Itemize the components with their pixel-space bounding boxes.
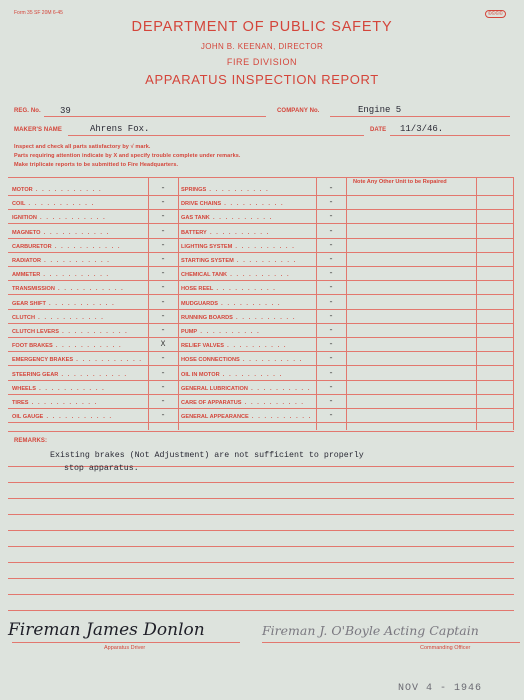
leader-dots: . . . . . . . . . . [219, 371, 283, 378]
left-item-mark: - [160, 198, 166, 208]
item-name: BATTERY [181, 229, 207, 236]
left-item-mark: - [160, 283, 166, 293]
right-item-mark: - [328, 255, 334, 264]
left-item-mark: - [160, 368, 166, 378]
right-item-label [181, 258, 313, 264]
right-item-label [181, 244, 313, 250]
instruction-line-3: Make triplicate reports to be submitted to Fire Headquarters. [14, 162, 179, 168]
left-item-label [12, 187, 146, 193]
right-item-label [181, 286, 313, 292]
left-item-mark: - [160, 382, 166, 392]
left-item-label [12, 201, 146, 207]
leader-dots: . . . . . . . . . . . [25, 201, 95, 208]
grid-row-line [8, 337, 514, 338]
officer-signature: Fireman J. O'Boyle Acting Captain [262, 623, 479, 638]
right-item-label [181, 215, 313, 221]
item-name: TRANSMISSION [12, 286, 55, 293]
grid-row-line [8, 223, 514, 224]
item-name: CHEMICAL TANK [181, 272, 228, 279]
department-title: DEPARTMENT OF PUBLIC SAFETY [131, 19, 393, 35]
item-name: HOSE REEL [181, 286, 214, 293]
leader-dots: . . . . . . . . . . . [28, 400, 98, 406]
item-name: GEAR SHIFT [12, 300, 46, 307]
leader-dots: . . . . . . . . . . [213, 286, 277, 293]
left-item-label [12, 230, 146, 236]
driver-signature-line [12, 642, 240, 643]
grid-row-line [8, 394, 514, 395]
item-name: MOTOR [12, 187, 33, 193]
leader-dots: . . . . . . . . . . [232, 243, 296, 250]
right-item-mark: - [328, 240, 334, 250]
reg-value: 39 [60, 106, 71, 116]
instruction-line-1: Inspect and check all parts satisfactory by √ mark. [14, 144, 151, 150]
item-name: WHEELS [12, 385, 36, 392]
left-item-label [12, 400, 146, 406]
leader-dots: . . . . . . . . . . . [58, 329, 129, 335]
leader-dots: . . . . . . . . . . [209, 215, 273, 222]
item-name: STEERING GEAR [12, 371, 59, 378]
left-item-label [12, 386, 146, 392]
left-item-label [12, 329, 146, 335]
left-item-mark: X [160, 340, 166, 350]
division-line: FIRE DIVISION [226, 57, 298, 67]
left-item-label [12, 215, 146, 221]
leader-dots: . . . . . . . . . . . [45, 300, 116, 307]
date-label: DATE [370, 127, 387, 133]
grid-row-line [8, 408, 514, 409]
leader-dots: . . . . . . . . . . . [51, 243, 122, 250]
item-name: RELIEF VALVES [181, 343, 224, 350]
right-item-label [181, 301, 313, 307]
item-name: RUNNING BOARDS [181, 314, 233, 321]
left-item-label [12, 272, 146, 278]
company-label: COMPANY No. [277, 108, 320, 114]
maker-label: MAKER'S NAME [14, 127, 62, 133]
remarks-text-line-2: stop apparatus. [64, 464, 139, 473]
right-item-mark: - [328, 326, 334, 335]
left-item-mark: - [160, 269, 166, 279]
right-item-mark: - [328, 212, 334, 222]
received-date-stamp: NOV 4 - 1946 [398, 683, 483, 694]
leader-dots: . . . . . . . . . . [233, 258, 297, 264]
item-name: RADIATOR [12, 258, 42, 264]
leader-dots: . . . . . . . . . . [221, 201, 285, 208]
leader-dots: . . . . . . . . . . [224, 343, 288, 350]
right-item-mark: - [328, 283, 334, 293]
left-item-label [12, 414, 146, 420]
leader-dots: . . . . . . . . . . . [35, 385, 106, 392]
leader-dots: . . . . . . . . . . . [32, 187, 103, 193]
right-item-mark: - [328, 269, 334, 279]
grid-row-line [8, 380, 514, 381]
right-item-mark: - [328, 340, 334, 350]
left-item-label [12, 244, 146, 250]
grid-row-line [8, 238, 514, 239]
item-name: EMERGENCY BRAKES [12, 357, 74, 364]
item-name: TIRES [12, 400, 29, 406]
grid-row-line [8, 280, 514, 281]
right-item-label [181, 372, 313, 378]
checklist-grid [8, 177, 514, 430]
left-item-label [12, 286, 146, 292]
left-item-mark: - [160, 354, 166, 364]
leader-dots: . . . . . . . . . . [227, 272, 291, 279]
leader-dots: . . . . . . . . . . . [41, 258, 111, 264]
item-name: OIL GAUGE [12, 414, 44, 421]
right-item-label [181, 357, 313, 363]
right-item-mark: - [328, 397, 334, 406]
remarks-line [8, 482, 514, 483]
item-name: CARE OF APPARATUS [181, 400, 242, 406]
grid-row-line [8, 365, 514, 366]
company-underline [330, 116, 510, 117]
grid-row-line [8, 195, 514, 196]
item-name: FOOT BRAKES [12, 343, 53, 350]
director-line: JOHN B. KEENAN, DIRECTOR [200, 42, 324, 51]
item-name: AMMETER [12, 272, 41, 279]
leader-dots: . . . . . . . . . . . [73, 357, 143, 364]
grid-row-line [8, 252, 514, 253]
remarks-line [8, 594, 514, 595]
right-item-label [181, 329, 313, 335]
item-name: STARTING SYSTEM [181, 258, 234, 264]
left-item-mark: - [160, 212, 166, 222]
right-item-mark: - [328, 198, 334, 208]
right-item-label [181, 187, 313, 193]
right-item-mark: - [328, 382, 334, 392]
item-name: HOSE CONNECTIONS [181, 357, 240, 364]
remarks-text-line-1: Existing brakes (Not Adjustment) are not sufficient to properly [50, 451, 364, 460]
item-name: CLUTCH LEVERS [12, 329, 59, 335]
remarks-line [8, 546, 514, 547]
remarks-line [8, 498, 514, 499]
item-name: PUMP [181, 329, 198, 335]
date-value: 11/3/46. [400, 124, 444, 134]
item-name: CLUTCH [12, 314, 35, 321]
item-name: SPRINGS [181, 187, 207, 193]
left-item-label [12, 301, 146, 307]
leader-dots: . . . . . . . . . . . [52, 343, 123, 350]
left-item-mark: - [160, 311, 166, 321]
leader-dots: . . . . . . . . . . . [40, 229, 110, 236]
left-item-mark: - [160, 397, 166, 406]
grid-vline [513, 177, 514, 430]
right-item-mark: - [328, 297, 334, 307]
item-name: LIGHTING SYSTEM [181, 243, 233, 250]
leader-dots: . . . . . . . . . . [232, 314, 296, 321]
grid-row-line [8, 209, 514, 210]
leader-dots: . . . . . . . . . . [241, 400, 305, 406]
remarks-label: REMARKS: [14, 438, 48, 444]
leader-dots: . . . . . . . . . . [217, 300, 282, 307]
right-item-mark: - [328, 354, 334, 364]
right-item-label [181, 343, 313, 349]
maker-value: Ahrens Fox. [90, 124, 150, 134]
grid-row-line [8, 323, 514, 324]
grid-row-line [8, 309, 514, 310]
leader-dots: . . . . . . . . . . [239, 357, 303, 364]
right-item-mark: - [328, 411, 334, 421]
remarks-line [8, 610, 514, 611]
right-item-label [181, 230, 313, 236]
left-item-mark: - [160, 297, 166, 307]
form-code: Form 35 SF 20M 6-45 [14, 10, 63, 16]
leader-dots: . . . . . . . . . . [197, 329, 261, 335]
item-name: CARBURETOR [12, 243, 52, 250]
driver-signature: Fireman James Donlon [8, 620, 205, 640]
left-item-label [12, 258, 146, 264]
leader-dots: . . . . . . . . . . . [43, 414, 113, 421]
company-value: Engine 5 [358, 105, 402, 115]
grid-vline [148, 177, 149, 430]
item-name: COIL [12, 201, 26, 208]
reg-underline [44, 116, 266, 117]
grid-row-line [8, 266, 514, 267]
item-name: MAGNETO [12, 229, 41, 236]
right-item-label [181, 315, 313, 321]
left-item-mark: - [160, 411, 166, 421]
right-item-label [181, 414, 313, 420]
right-item-mark: - [328, 226, 334, 236]
item-name: DRIVE CHAINS [181, 201, 222, 208]
left-item-label [12, 372, 146, 378]
remarks-line [8, 562, 514, 563]
right-item-mark: - [328, 368, 334, 378]
reg-label: REG. No. [14, 108, 41, 114]
right-item-label [181, 400, 313, 406]
left-item-mark: - [160, 184, 166, 193]
grid-row-line [8, 294, 514, 295]
right-item-mark: - [328, 311, 334, 321]
item-name: GENERAL APPEARANCE [181, 414, 249, 421]
grid-vline [346, 177, 347, 430]
leader-dots: . . . . . . . . . . . [40, 272, 110, 279]
left-item-label [12, 315, 146, 321]
grid-row-line [8, 351, 514, 352]
leader-dots: . . . . . . . . . . . [54, 286, 125, 293]
leader-dots: . . . . . . . . . . [248, 414, 312, 421]
item-name: GENERAL LUBRICATION [181, 385, 248, 392]
left-item-label [12, 357, 146, 363]
right-item-mark: - [328, 184, 334, 193]
other-unit-header: Note Any Other Unit to be Repaired [353, 179, 447, 185]
driver-caption: Apparatus Driver [104, 645, 146, 651]
grid-row-line [8, 422, 514, 423]
union-bug: ©©©© [485, 10, 506, 18]
date-underline [390, 135, 510, 136]
right-item-label [181, 201, 313, 207]
remarks-line [8, 578, 514, 579]
item-name: IGNITION [12, 215, 37, 222]
right-item-label [181, 386, 313, 392]
item-name: GAS TANK [181, 215, 210, 222]
report-title: APPARATUS INSPECTION REPORT [145, 72, 379, 87]
item-name: MUDGUARDS [181, 300, 218, 307]
maker-underline [68, 135, 364, 136]
remarks-line [8, 514, 514, 515]
instruction-line-2: Parts requiring attention indicate by X and specify trouble complete under remarks. [14, 153, 241, 159]
leader-dots: . . . . . . . . . . [206, 187, 270, 193]
leader-dots: . . . . . . . . . . [247, 385, 312, 392]
left-item-mark: - [160, 240, 166, 250]
left-item-label [12, 343, 146, 349]
leader-dots: . . . . . . . . . . [206, 229, 270, 236]
grid-vline [316, 177, 317, 430]
item-name: OIL IN MOTOR [181, 371, 220, 378]
leader-dots: . . . . . . . . . . . [36, 215, 107, 222]
grid-vline [178, 177, 179, 430]
leader-dots: . . . . . . . . . . . [35, 314, 105, 321]
grid-vline [476, 177, 477, 430]
left-item-mark: - [160, 255, 166, 264]
left-item-mark: - [160, 326, 166, 335]
leader-dots: . . . . . . . . . . . [58, 371, 128, 378]
remarks-line [8, 530, 514, 531]
left-item-mark: - [160, 226, 166, 236]
officer-signature-line [262, 642, 520, 643]
officer-caption: Commanding Officer [420, 645, 471, 651]
right-item-label [181, 272, 313, 278]
